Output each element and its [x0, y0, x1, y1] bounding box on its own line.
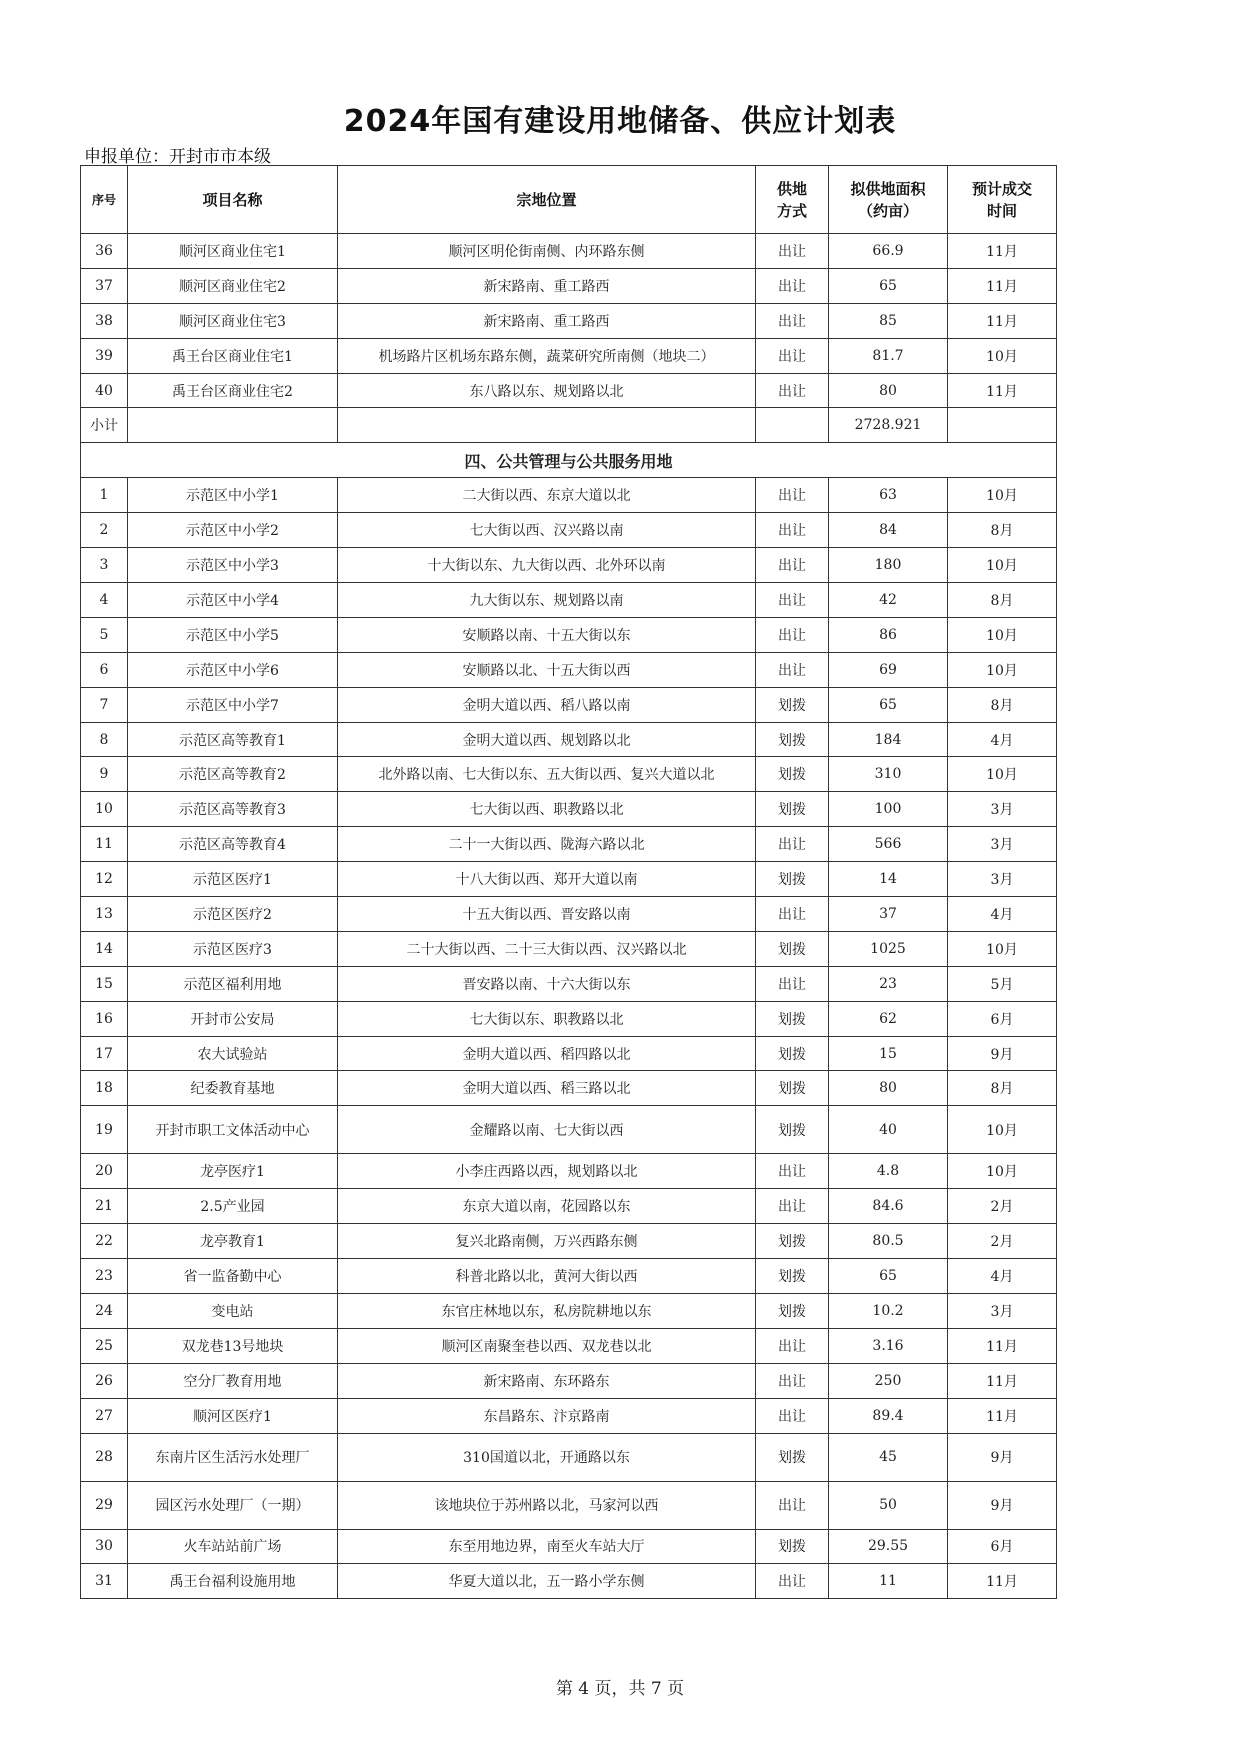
- cell-deal-time: 8月: [948, 583, 1057, 618]
- cell-area: 84: [829, 513, 948, 548]
- cell-deal-time: 6月: [948, 1529, 1057, 1564]
- cell-deal-time: 9月: [948, 1481, 1057, 1529]
- cell-project-name: 示范区中小学7: [128, 687, 338, 722]
- cell-project-name: 示范区福利用地: [128, 966, 338, 1001]
- cell-project-name: 双龙巷13号地块: [128, 1328, 338, 1363]
- table-row: [81, 1293, 1057, 1328]
- cell-deal-time: 11月: [948, 373, 1057, 408]
- cell-area: 11: [829, 1564, 948, 1599]
- cell-project-name: 龙亭医疗1: [128, 1154, 338, 1189]
- cell-seq: 30: [81, 1529, 128, 1564]
- cell-location: 该地块位于苏州路以北，马家河以西: [338, 1481, 756, 1529]
- cell-project-name: 示范区中小学3: [128, 548, 338, 583]
- cell-area: 4.8: [829, 1154, 948, 1189]
- cell-supply-method: 出让: [756, 583, 829, 618]
- cell-area: 63: [829, 478, 948, 513]
- cell-deal-time: 8月: [948, 1071, 1057, 1106]
- cell-deal-time: 11月: [948, 268, 1057, 303]
- table-row: [81, 1106, 1057, 1154]
- cell-location: 华夏大道以北，五一路小学东侧: [338, 1564, 756, 1599]
- cell-seq: 2: [81, 513, 128, 548]
- cell-deal-time: 10月: [948, 931, 1057, 966]
- table-row: [81, 1259, 1057, 1294]
- cell-seq: 5: [81, 617, 128, 652]
- cell-project-name: 东南片区生活污水处理厂: [128, 1433, 338, 1481]
- cell-location: 安顺路以北、十五大街以西: [338, 652, 756, 687]
- cell-location: 金明大道以西、稻三路以北: [338, 1071, 756, 1106]
- cell-area: 66.9: [829, 234, 948, 269]
- cell-project-name: 示范区医疗3: [128, 931, 338, 966]
- cell-seq: 25: [81, 1328, 128, 1363]
- cell-area: 80: [829, 1071, 948, 1106]
- table-row: [81, 513, 1057, 548]
- deal-time-header-line2: 时间: [986, 201, 1017, 220]
- cell-seq: 14: [81, 931, 128, 966]
- cell-deal-time: 4月: [948, 1259, 1057, 1294]
- cell-seq: 8: [81, 722, 128, 757]
- cell-area: 15: [829, 1036, 948, 1071]
- cell-supply-method: 划拨: [756, 931, 829, 966]
- table-row: [81, 583, 1057, 618]
- cell-supply-method: 出让: [756, 373, 829, 408]
- cell-project-name: 禹王台福利设施用地: [128, 1564, 338, 1599]
- cell-project-name: 顺河区商业住宅1: [128, 234, 338, 269]
- cell-area: 29.55: [829, 1529, 948, 1564]
- cell-supply-method: 出让: [756, 478, 829, 513]
- cell-project-name: 示范区中小学6: [128, 652, 338, 687]
- cell-seq: 19: [81, 1106, 128, 1154]
- page-footer: 第 4 页，共 7 页: [555, 1679, 685, 1699]
- cell-supply-method: 出让: [756, 1154, 829, 1189]
- cell-supply-method: 出让: [756, 966, 829, 1001]
- cell-location: 顺河区明伦街南侧、内环路东侧: [338, 234, 756, 269]
- table-row: [81, 722, 1057, 757]
- cell-supply-method: 出让: [756, 234, 829, 269]
- cell-area: 42: [829, 583, 948, 618]
- reporting-unit-label: 申报单位：开封市市本级: [84, 147, 271, 167]
- table-row: [81, 966, 1057, 1001]
- cell-project-name: [128, 408, 338, 443]
- cell-deal-time: 11月: [948, 303, 1057, 338]
- supply-method-header-line2: 方式: [776, 201, 807, 220]
- cell-deal-time: 11月: [948, 234, 1057, 269]
- cell-location: 科普北路以北，黄河大街以西: [338, 1259, 756, 1294]
- cell-project-name: 示范区中小学2: [128, 513, 338, 548]
- cell-deal-time: 10月: [948, 478, 1057, 513]
- cell-seq: 9: [81, 757, 128, 792]
- cell-supply-method: 出让: [756, 652, 829, 687]
- table-row: [81, 652, 1057, 687]
- cell-supply-method: 划拨: [756, 1071, 829, 1106]
- cell-location: 东八路以东、规划路以北: [338, 373, 756, 408]
- cell-supply-method: 出让: [756, 303, 829, 338]
- cell-area: 566: [829, 827, 948, 862]
- table-row: [81, 862, 1057, 897]
- cell-supply-method: 出让: [756, 827, 829, 862]
- cell-location: 东官庄林地以东，私房院耕地以东: [338, 1293, 756, 1328]
- cell-location: [338, 408, 756, 443]
- cell-seq: 15: [81, 966, 128, 1001]
- cell-seq: 3: [81, 548, 128, 583]
- area-header-line2: （约亩）: [857, 201, 918, 220]
- cell-seq: 31: [81, 1564, 128, 1599]
- cell-seq: 28: [81, 1433, 128, 1481]
- cell-location: 晋安路以南、十六大街以东: [338, 966, 756, 1001]
- col-header-project-name: 项目名称: [128, 166, 338, 234]
- cell-supply-method: 划拨: [756, 1433, 829, 1481]
- table-row: [81, 478, 1057, 513]
- cell-seq: 13: [81, 897, 128, 932]
- cell-location: 金明大道以西、规划路以北: [338, 722, 756, 757]
- cell-seq: 12: [81, 862, 128, 897]
- cell-area: 3.16: [829, 1328, 948, 1363]
- table-row: [81, 1328, 1057, 1363]
- cell-area: 65: [829, 268, 948, 303]
- cell-area: 14: [829, 862, 948, 897]
- cell-deal-time: 10月: [948, 1154, 1057, 1189]
- table-row: [81, 234, 1057, 269]
- cell-deal-time: 11月: [948, 1398, 1057, 1433]
- cell-seq: 23: [81, 1259, 128, 1294]
- cell-seq: 36: [81, 234, 128, 269]
- cell-supply-method: 划拨: [756, 1259, 829, 1294]
- cell-seq: 10: [81, 792, 128, 827]
- table-row: [81, 827, 1057, 862]
- cell-deal-time: 8月: [948, 513, 1057, 548]
- cell-project-name: 顺河区商业住宅3: [128, 303, 338, 338]
- cell-area: 250: [829, 1363, 948, 1398]
- cell-deal-time: 10月: [948, 757, 1057, 792]
- cell-seq: 24: [81, 1293, 128, 1328]
- cell-location: 顺河区南聚奎巷以西、双龙巷以北: [338, 1328, 756, 1363]
- cell-supply-method: 出让: [756, 897, 829, 932]
- cell-deal-time: 10月: [948, 338, 1057, 373]
- cell-deal-time: 6月: [948, 1001, 1057, 1036]
- table-row: [81, 897, 1057, 932]
- cell-location: 东昌路东、汴京路南: [338, 1398, 756, 1433]
- table-row: [81, 931, 1057, 966]
- table-row: [81, 408, 1057, 443]
- cell-location: 310国道以北，开通路以东: [338, 1433, 756, 1481]
- table-row: [81, 1071, 1057, 1106]
- col-header-seq: 序号: [81, 166, 128, 234]
- cell-deal-time: 10月: [948, 652, 1057, 687]
- cell-seq: 39: [81, 338, 128, 373]
- table-row: [81, 1481, 1057, 1529]
- cell-deal-time: 11月: [948, 1564, 1057, 1599]
- cell-project-name: 示范区医疗2: [128, 897, 338, 932]
- cell-location: 东至用地边界，南至火车站大厅: [338, 1529, 756, 1564]
- cell-supply-method: 划拨: [756, 792, 829, 827]
- cell-supply-method: 出让: [756, 617, 829, 652]
- cell-seq: 11: [81, 827, 128, 862]
- col-header-supply-method: [756, 166, 829, 234]
- table-row: [81, 1189, 1057, 1224]
- table-row: [81, 792, 1057, 827]
- cell-supply-method: 划拨: [756, 687, 829, 722]
- table-row: [81, 757, 1057, 792]
- cell-area: 80: [829, 373, 948, 408]
- cell-location: 机场路片区机场东路东侧，蔬菜研究所南侧（地块二）: [338, 338, 756, 373]
- cell-project-name: 龙亭教育1: [128, 1224, 338, 1259]
- cell-seq: 4: [81, 583, 128, 618]
- cell-project-name: 开封市公安局: [128, 1001, 338, 1036]
- cell-area: 37: [829, 897, 948, 932]
- cell-seq: 17: [81, 1036, 128, 1071]
- cell-project-name: 火车站站前广场: [128, 1529, 338, 1564]
- cell-location: 新宋路南、重工路西: [338, 303, 756, 338]
- deal-time-header-line1: 预计成交: [971, 179, 1032, 198]
- cell-supply-method: 出让: [756, 1363, 829, 1398]
- cell-deal-time: 4月: [948, 897, 1057, 932]
- cell-supply-method: 出让: [756, 268, 829, 303]
- cell-deal-time: 3月: [948, 792, 1057, 827]
- cell-area: 69: [829, 652, 948, 687]
- cell-project-name: 省一监备勤中心: [128, 1259, 338, 1294]
- table-row: [81, 1154, 1057, 1189]
- cell-seq: 37: [81, 268, 128, 303]
- table-row: [81, 617, 1057, 652]
- cell-location: 东京大道以南，花园路以东: [338, 1189, 756, 1224]
- table-row: [81, 1529, 1057, 1564]
- table-row: [81, 1363, 1057, 1398]
- cell-deal-time: [948, 408, 1057, 443]
- section-heading-row: [81, 443, 1057, 478]
- cell-seq: 21: [81, 1189, 128, 1224]
- cell-project-name: 顺河区商业住宅2: [128, 268, 338, 303]
- cell-supply-method: 出让: [756, 1481, 829, 1529]
- table-row: [81, 303, 1057, 338]
- cell-location: 七大街以东、职教路以北: [338, 1001, 756, 1036]
- cell-area: 50: [829, 1481, 948, 1529]
- area-header-line1: 拟供地面积: [850, 179, 926, 198]
- cell-area: 89.4: [829, 1398, 948, 1433]
- cell-project-name: 示范区医疗1: [128, 862, 338, 897]
- cell-supply-method: 划拨: [756, 757, 829, 792]
- cell-area: 62: [829, 1001, 948, 1036]
- cell-project-name: 顺河区医疗1: [128, 1398, 338, 1433]
- table-row: [81, 548, 1057, 583]
- table-header-row: [81, 166, 1057, 234]
- cell-supply-method: [756, 408, 829, 443]
- table-row: [81, 1224, 1057, 1259]
- cell-deal-time: 3月: [948, 827, 1057, 862]
- cell-location: 安顺路以南、十五大街以东: [338, 617, 756, 652]
- cell-supply-method: 出让: [756, 1564, 829, 1599]
- cell-deal-time: 11月: [948, 1328, 1057, 1363]
- cell-seq: 16: [81, 1001, 128, 1036]
- cell-area: 1025: [829, 931, 948, 966]
- cell-supply-method: 出让: [756, 1189, 829, 1224]
- cell-location: 九大街以东、规划路以南: [338, 583, 756, 618]
- cell-project-name: 示范区中小学4: [128, 583, 338, 618]
- table-row: [81, 268, 1057, 303]
- cell-seq: 7: [81, 687, 128, 722]
- table-row: [81, 1433, 1057, 1481]
- cell-project-name: 示范区中小学1: [128, 478, 338, 513]
- cell-supply-method: 划拨: [756, 1036, 829, 1071]
- col-header-location: 宗地位置: [338, 166, 756, 234]
- cell-supply-method: 划拨: [756, 1224, 829, 1259]
- cell-area: 10.2: [829, 1293, 948, 1328]
- cell-supply-method: 出让: [756, 1328, 829, 1363]
- cell-supply-method: 划拨: [756, 1106, 829, 1154]
- cell-deal-time: 2月: [948, 1224, 1057, 1259]
- cell-project-name: 示范区高等教育1: [128, 722, 338, 757]
- cell-project-name: 变电站: [128, 1293, 338, 1328]
- cell-area: 81.7: [829, 338, 948, 373]
- cell-location: 金明大道以西、稻四路以北: [338, 1036, 756, 1071]
- cell-project-name: 农大试验站: [128, 1036, 338, 1071]
- cell-area: 100: [829, 792, 948, 827]
- cell-deal-time: 5月: [948, 966, 1057, 1001]
- col-header-area: [829, 166, 948, 234]
- cell-area: 180: [829, 548, 948, 583]
- cell-supply-method: 出让: [756, 1398, 829, 1433]
- cell-area: 2728.921: [829, 408, 948, 443]
- cell-project-name: 示范区高等教育4: [128, 827, 338, 862]
- cell-area: 65: [829, 1259, 948, 1294]
- cell-area: 23: [829, 966, 948, 1001]
- cell-area: 65: [829, 687, 948, 722]
- cell-supply-method: 划拨: [756, 1001, 829, 1036]
- table-body-top: [81, 234, 1057, 443]
- cell-seq: 18: [81, 1071, 128, 1106]
- cell-deal-time: 4月: [948, 722, 1057, 757]
- cell-area: 40: [829, 1106, 948, 1154]
- cell-project-name: 纪委教育基地: [128, 1071, 338, 1106]
- cell-deal-time: 8月: [948, 687, 1057, 722]
- cell-project-name: 空分厂教育用地: [128, 1363, 338, 1398]
- cell-location: 十大街以东、九大街以西、北外环以南: [338, 548, 756, 583]
- cell-deal-time: 11月: [948, 1363, 1057, 1398]
- cell-supply-method: 划拨: [756, 722, 829, 757]
- cell-area: 310: [829, 757, 948, 792]
- land-supply-plan-table: [80, 165, 1057, 1599]
- cell-supply-method: 出让: [756, 548, 829, 583]
- table-row: [81, 1564, 1057, 1599]
- cell-location: 金明大道以西、稻八路以南: [338, 687, 756, 722]
- cell-location: 七大街以西、汉兴路以南: [338, 513, 756, 548]
- cell-supply-method: 划拨: [756, 862, 829, 897]
- cell-deal-time: 10月: [948, 617, 1057, 652]
- cell-project-name: 2.5产业园: [128, 1189, 338, 1224]
- cell-seq: 6: [81, 652, 128, 687]
- cell-seq: 40: [81, 373, 128, 408]
- page-title: 2024年国有建设用地储备、供应计划表: [343, 104, 897, 139]
- cell-seq: 20: [81, 1154, 128, 1189]
- cell-seq: 小计: [81, 408, 128, 443]
- cell-deal-time: 3月: [948, 862, 1057, 897]
- table-row: [81, 1001, 1057, 1036]
- cell-supply-method: 出让: [756, 513, 829, 548]
- cell-location: 金耀路以南、七大街以西: [338, 1106, 756, 1154]
- cell-location: 七大街以西、职教路以北: [338, 792, 756, 827]
- table-row: [81, 1036, 1057, 1071]
- cell-supply-method: 划拨: [756, 1293, 829, 1328]
- cell-area: 184: [829, 722, 948, 757]
- table-row: [81, 338, 1057, 373]
- cell-supply-method: 划拨: [756, 1529, 829, 1564]
- cell-area: 84.6: [829, 1189, 948, 1224]
- cell-supply-method: 出让: [756, 338, 829, 373]
- cell-seq: 26: [81, 1363, 128, 1398]
- cell-area: 86: [829, 617, 948, 652]
- cell-seq: 27: [81, 1398, 128, 1433]
- cell-location: 十八大街以西、郑开大道以南: [338, 862, 756, 897]
- cell-project-name: 示范区中小学5: [128, 617, 338, 652]
- cell-deal-time: 10月: [948, 1106, 1057, 1154]
- table-row: [81, 1398, 1057, 1433]
- section-heading: 四、公共管理与公共服务用地: [81, 443, 1057, 478]
- cell-location: 新宋路南、重工路西: [338, 268, 756, 303]
- cell-location: 十五大街以西、晋安路以南: [338, 897, 756, 932]
- cell-project-name: 开封市职工文体活动中心: [128, 1106, 338, 1154]
- cell-project-name: 园区污水处理厂（一期）: [128, 1481, 338, 1529]
- col-header-deal-time: [948, 166, 1057, 234]
- table-row: [81, 687, 1057, 722]
- cell-deal-time: 10月: [948, 548, 1057, 583]
- cell-area: 80.5: [829, 1224, 948, 1259]
- cell-location: 小李庄西路以西，规划路以北: [338, 1154, 756, 1189]
- cell-location: 北外路以南、七大街以东、五大街以西、复兴大道以北: [338, 757, 756, 792]
- cell-project-name: 示范区高等教育3: [128, 792, 338, 827]
- cell-seq: 38: [81, 303, 128, 338]
- cell-seq: 1: [81, 478, 128, 513]
- table-body-bottom: [81, 478, 1057, 1599]
- cell-location: 二十一大街以西、陇海六路以北: [338, 827, 756, 862]
- cell-location: 新宋路南、东环路东: [338, 1363, 756, 1398]
- cell-seq: 29: [81, 1481, 128, 1529]
- cell-project-name: 禹王台区商业住宅2: [128, 373, 338, 408]
- cell-deal-time: 3月: [948, 1293, 1057, 1328]
- supply-method-header-line1: 供地: [776, 179, 807, 198]
- cell-project-name: 禹王台区商业住宅1: [128, 338, 338, 373]
- cell-seq: 22: [81, 1224, 128, 1259]
- cell-deal-time: 9月: [948, 1433, 1057, 1481]
- cell-deal-time: 2月: [948, 1189, 1057, 1224]
- cell-deal-time: 9月: [948, 1036, 1057, 1071]
- cell-area: 45: [829, 1433, 948, 1481]
- cell-project-name: 示范区高等教育2: [128, 757, 338, 792]
- cell-location: 复兴北路南侧，万兴西路东侧: [338, 1224, 756, 1259]
- cell-area: 85: [829, 303, 948, 338]
- section-heading-body: [81, 443, 1057, 478]
- cell-location: 二大街以西、东京大道以北: [338, 478, 756, 513]
- cell-location: 二十大街以西、二十三大街以西、汉兴路以北: [338, 931, 756, 966]
- table-row: [81, 373, 1057, 408]
